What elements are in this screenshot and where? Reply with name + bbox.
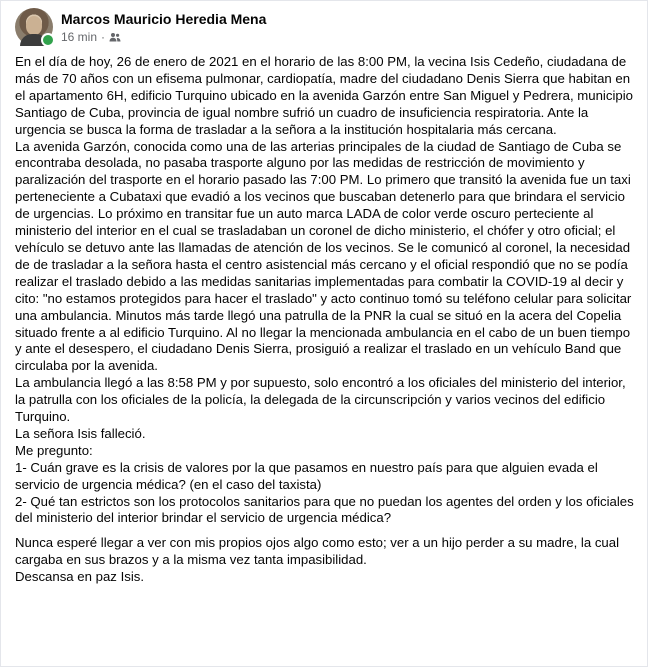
post-time[interactable]: 16 min	[61, 29, 98, 44]
paragraph: 1- Cuán grave es la crisis de valores por la que pasamos en nuestro país para que alguien evada el servicio de urgencia médica? (en el caso del taxista)	[15, 459, 598, 492]
paragraph: 2- Qué tan estrictos son los protocolos sanitarios para que no puedan los agentes del orden y los oficiales del ministerio del interior brindar el servicio de urgencia médica?	[15, 493, 634, 526]
post-subline	[61, 29, 266, 45]
post-meta	[61, 10, 266, 45]
paragraph: En el día de hoy, 26 de enero de 2021 en el horario de las 8:00 PM, la vecina Isis Cedeño, ciudadana de más de 70 años con un efisema pulmonar, cardiopatía, madre del ciudadano Denis Sierra que habitan en el apartamento 6H, edificio Turquino ubicado en la avenida Garzón entre San Miguel y Pedrera, municipio Santiago de Cuba, provincia de igual nombre sufrió un cuadro de insuficiencia respiratoria. Ante la urgencia se busca la forma de trasladar a la señora a la institución hospitalaria más cercana.	[15, 54, 633, 137]
post-header	[15, 7, 266, 47]
avatar-face	[26, 16, 42, 35]
paragraph: Nunca esperé llegar a ver con mis propios ojos algo como esto; ver a un hijo perder a su madre, la cual cargaba en sus brazos y a la misma vez tanta impasibilidad.	[15, 535, 620, 568]
online-status-icon	[41, 33, 55, 47]
paragraph: Descansa en paz Isis.	[15, 569, 145, 585]
separator-dot: ·	[101, 29, 106, 44]
friends-icon[interactable]	[109, 32, 121, 42]
paragraph: La señora Isis falleció.	[15, 425, 146, 441]
author-name[interactable]: Marcos Mauricio Heredia Mena	[61, 10, 267, 27]
post-body	[15, 54, 639, 586]
paragraph-gap	[15, 527, 639, 535]
paragraph: Me pregunto:	[15, 442, 93, 458]
paragraph: La ambulancia llegó a las 8:58 PM y por supuesto, solo encontró a los oficiales del ministerio del interior, la patrulla con los oficiales de la policía, la delegada de la circunscripción y varios vecinos del edificio Turquino.	[15, 375, 626, 425]
paragraph: La avenida Garzón, conocida como una de las arterias principales de la ciudad de Santiago de Cuba se encontraba desolada, no pasaba trasporte alguno por las medidas de restricción de movimiento y paralización del trasporte en el horario pasado las 7:00 PM. Lo primero que transitó la avenida fue un taxi perteneciente a Cubataxi que evadió a los vecinos que buscaban detenerlo para que brindara el servicio de urgencias. Lo próximo en transitar fue un auto marca LADA de color verde oscuro perteciente al ministerio del interior en el cual se trasladaban un coronel de dicho ministerio, el chófer y otro oficial; el vehículo se detuvo ante las llamadas de atención de los vecinos. Se le comunicó al coronel, la necesidad de de trasladar a la señora hasta el centro asistencial más cercano y el oficial respondió que no se podía realizar el traslado debido a las medidas sanitarias implementadas para combatir la COVID-19 al decir y cito: "no estamos protegidos para hacer el traslado" y acto continuo tomó su teléfono celular para solicitar una ambulancia. Minutos más tarde llegó una patrulla de la PNR la cual se situó en la acera del Copelia situado frente a al edificio Turquino. Al no llegar la mencionada ambulancia en el cabo de un buen tiempo y ante el desespero, el ciudadano Denis Sierra, prosiguió a realizar el traslado en un vehículo Band que circulaba por la avenida.	[15, 138, 632, 374]
avatar[interactable]	[15, 8, 53, 46]
